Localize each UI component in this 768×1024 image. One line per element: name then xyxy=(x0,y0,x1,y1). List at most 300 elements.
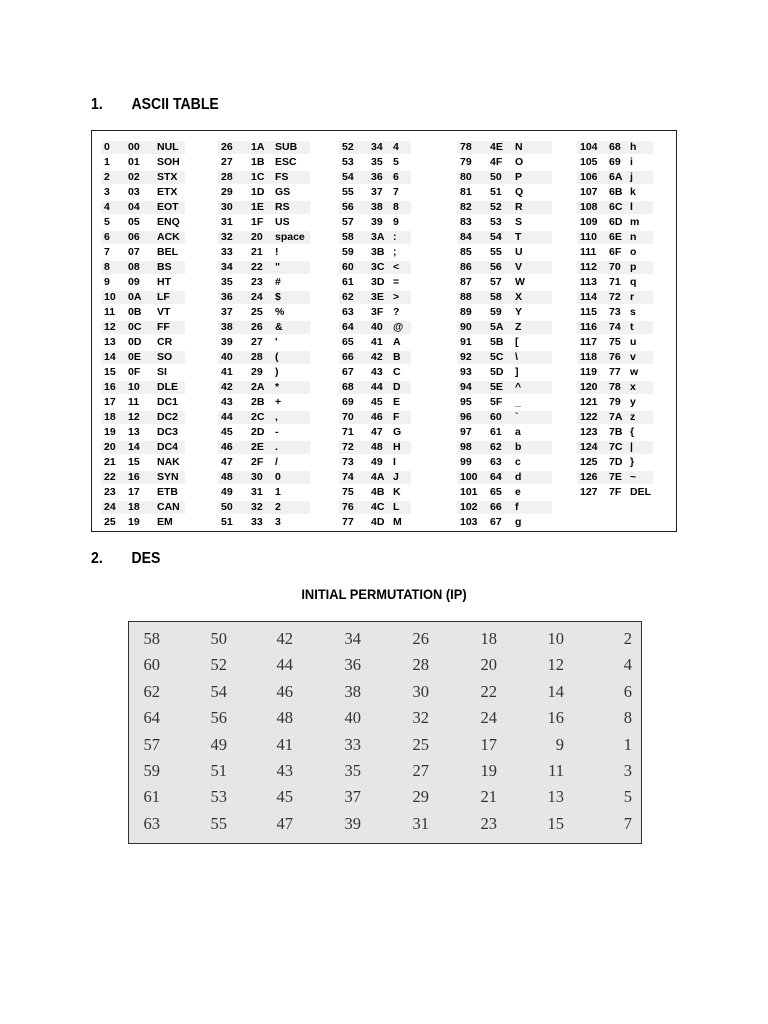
ascii-hex: 7E xyxy=(609,471,622,483)
ascii-char: ENQ xyxy=(157,216,180,228)
ascii-char: j xyxy=(630,171,633,183)
ascii-char: S xyxy=(515,216,523,228)
ascii-dec: 115 xyxy=(580,306,597,318)
ascii-dec: 65 xyxy=(342,336,354,348)
ascii-char: : xyxy=(393,231,397,243)
ascii-hex: 5A xyxy=(490,321,504,333)
ascii-char: s xyxy=(630,306,636,318)
ascii-dec: 8 xyxy=(104,261,110,273)
section-1-title: ASCII TABLE xyxy=(131,96,219,113)
ascii-dec: 20 xyxy=(104,441,116,453)
ascii-dec: 93 xyxy=(460,366,472,378)
ascii-char: B xyxy=(393,351,401,363)
ascii-hex: 67 xyxy=(490,516,502,528)
ascii-dec: 44 xyxy=(221,411,233,423)
ascii-hex: 46 xyxy=(371,411,383,423)
ascii-char: x xyxy=(630,381,636,393)
ascii-char: % xyxy=(275,306,285,318)
ip-cell: 27 xyxy=(412,761,429,780)
ascii-char: / xyxy=(275,456,278,468)
ascii-dec: 24 xyxy=(104,501,116,513)
section-2-heading xyxy=(91,550,160,568)
ascii-hex: 3E xyxy=(371,291,384,303)
ip-cell: 49 xyxy=(210,734,227,754)
ascii-char: v xyxy=(630,351,636,363)
ascii-char: g xyxy=(515,516,522,528)
ascii-char: = xyxy=(393,276,400,288)
ip-cell: 39 xyxy=(344,813,361,833)
ascii-hex: 7F xyxy=(609,486,622,498)
ascii-dec: 16 xyxy=(104,381,116,393)
ip-cell: 1 xyxy=(623,734,632,754)
ascii-hex: 2B xyxy=(251,396,265,408)
ascii-dec: 71 xyxy=(342,426,354,438)
ascii-char: } xyxy=(630,456,635,468)
ascii-char: ( xyxy=(275,351,279,363)
ascii-dec: 48 xyxy=(221,471,233,483)
ascii-char: N xyxy=(515,141,523,153)
ascii-hex: 45 xyxy=(371,396,383,408)
ascii-hex: 43 xyxy=(371,366,383,378)
ip-cell: 58 xyxy=(143,629,160,648)
ascii-hex: 76 xyxy=(609,351,621,363)
ascii-hex: 53 xyxy=(490,216,502,228)
ascii-dec: 78 xyxy=(460,141,472,153)
ascii-hex: 51 xyxy=(490,186,502,198)
ascii-hex: 52 xyxy=(490,201,502,213)
ascii-hex: 4D xyxy=(371,516,385,528)
ascii-char: ESC xyxy=(275,156,297,168)
ascii-hex: 37 xyxy=(371,186,383,198)
ascii-dec: 23 xyxy=(104,486,116,498)
section-2-number: 2. xyxy=(91,550,103,567)
ascii-hex: 2A xyxy=(251,381,265,393)
ascii-dec: 79 xyxy=(460,156,472,168)
ip-cell: 36 xyxy=(344,655,361,675)
ascii-hex: 7A xyxy=(609,411,623,423)
ascii-hex: 3B xyxy=(371,246,385,258)
ascii-char: | xyxy=(630,441,633,453)
ascii-hex: 27 xyxy=(251,336,263,348)
ascii-dec: 27 xyxy=(221,156,233,168)
ascii-hex: 0F xyxy=(128,366,141,378)
ascii-hex: 06 xyxy=(128,231,140,243)
ascii-char: SI xyxy=(157,366,167,378)
ascii-char: space xyxy=(275,231,305,243)
ascii-char: t xyxy=(630,321,634,333)
ascii-dec: 56 xyxy=(342,201,354,213)
ascii-dec: 3 xyxy=(104,186,110,198)
ascii-hex: 09 xyxy=(128,276,140,288)
ascii-char: U xyxy=(515,246,523,258)
ascii-dec: 13 xyxy=(104,336,116,348)
ascii-dec: 120 xyxy=(580,381,598,393)
ascii-dec: 99 xyxy=(460,456,472,468)
ascii-char: E xyxy=(393,396,401,408)
ascii-hex: 24 xyxy=(251,291,263,303)
ascii-dec: 52 xyxy=(342,141,354,153)
ascii-char: ? xyxy=(393,306,400,318)
ascii-dec: 119 xyxy=(580,366,597,378)
ip-cell: 9 xyxy=(555,734,564,754)
ascii-hex: 54 xyxy=(490,231,502,243)
ascii-hex: 56 xyxy=(490,261,502,273)
ascii-char: n xyxy=(630,231,637,243)
ascii-char: STX xyxy=(157,171,178,183)
ascii-dec: 118 xyxy=(580,351,597,363)
ascii-hex: 74 xyxy=(609,321,621,333)
ascii-char: 2 xyxy=(275,501,281,513)
ascii-dec: 77 xyxy=(342,516,354,528)
ascii-dec: 43 xyxy=(221,396,233,408)
ascii-dec: 36 xyxy=(221,291,233,303)
ascii-hex: 5F xyxy=(490,396,503,408)
ascii-char: K xyxy=(393,486,401,498)
ascii-hex: 13 xyxy=(128,426,140,438)
ascii-char: CR xyxy=(157,336,173,348)
ascii-dec: 42 xyxy=(221,381,233,393)
ascii-dec: 70 xyxy=(342,411,354,423)
ascii-hex: 0D xyxy=(128,336,142,348)
ascii-hex: 33 xyxy=(251,516,263,528)
ascii-dec: 19 xyxy=(104,426,116,438)
ip-cell: 54 xyxy=(210,681,227,701)
ascii-char: G xyxy=(393,426,402,438)
ascii-hex: 49 xyxy=(371,456,383,468)
ascii-hex: 11 xyxy=(128,396,140,408)
ascii-dec: 58 xyxy=(342,231,354,243)
ascii-hex: 70 xyxy=(609,261,621,273)
ascii-dec: 74 xyxy=(342,471,354,483)
ascii-dec: 55 xyxy=(342,186,354,198)
ascii-dec: 39 xyxy=(221,336,233,348)
ascii-dec: 60 xyxy=(342,261,354,273)
ascii-hex: 16 xyxy=(128,471,140,483)
ip-cell: 38 xyxy=(344,681,361,701)
ascii-dec: 37 xyxy=(221,306,233,318)
ascii-dec: 113 xyxy=(580,276,597,288)
ascii-dec: 33 xyxy=(221,246,233,258)
ip-cell: 33 xyxy=(344,734,361,754)
ascii-dec: 127 xyxy=(580,486,598,498)
ascii-dec: 106 xyxy=(580,171,598,183)
ascii-dec: 90 xyxy=(460,321,472,333)
ascii-hex: 0E xyxy=(128,351,141,363)
ascii-dec: 87 xyxy=(460,276,472,288)
ascii-dec: 67 xyxy=(342,366,354,378)
ip-cell: 5 xyxy=(623,787,632,807)
ascii-hex: 6C xyxy=(609,201,623,213)
ascii-hex: 05 xyxy=(128,216,140,228)
ip-cell: 20 xyxy=(480,655,497,675)
ascii-dec: 122 xyxy=(580,411,598,423)
ascii-hex: 1F xyxy=(251,216,264,228)
ascii-dec: 34 xyxy=(221,261,233,273)
ascii-hex: 7D xyxy=(609,456,623,468)
ascii-char: DEL xyxy=(630,486,651,498)
ascii-hex: 42 xyxy=(371,351,383,363)
ascii-dec: 123 xyxy=(580,426,598,438)
ascii-char: a xyxy=(515,426,521,438)
ascii-hex: 47 xyxy=(371,426,383,438)
ascii-char: h xyxy=(630,141,637,153)
ascii-char: _ xyxy=(515,396,521,408)
ascii-char: \ xyxy=(515,351,518,363)
ip-cell: 14 xyxy=(547,681,564,701)
ip-cell: 35 xyxy=(344,761,361,780)
ascii-hex: 1E xyxy=(251,201,264,213)
ascii-hex: 36 xyxy=(371,171,383,183)
ascii-dec: 38 xyxy=(221,321,233,333)
ascii-char: R xyxy=(515,201,523,213)
ascii-dec: 97 xyxy=(460,426,472,438)
ascii-dec: 10 xyxy=(104,291,116,303)
ascii-hex: 31 xyxy=(251,486,263,498)
ascii-char: , xyxy=(275,411,278,423)
ascii-dec: 82 xyxy=(460,201,472,213)
ascii-hex: 1C xyxy=(251,171,265,183)
ascii-char: 4 xyxy=(393,141,399,153)
ascii-dec: 26 xyxy=(221,141,233,153)
ascii-dec: 6 xyxy=(104,231,110,243)
ascii-dec: 47 xyxy=(221,456,233,468)
ip-cell: 19 xyxy=(480,761,497,780)
ascii-dec: 126 xyxy=(580,471,598,483)
ascii-char: ACK xyxy=(157,231,180,243)
ascii-hex: 03 xyxy=(128,186,140,198)
ascii-char: m xyxy=(630,216,640,228)
ip-cell: 25 xyxy=(412,734,429,754)
ascii-dec: 45 xyxy=(221,426,233,438)
ascii-char: 5 xyxy=(393,156,399,168)
ascii-char: T xyxy=(515,231,522,243)
ascii-dec: 32 xyxy=(221,231,233,243)
ascii-hex: 71 xyxy=(609,276,621,288)
ip-table xyxy=(128,621,642,844)
ascii-char: z xyxy=(630,411,636,423)
ascii-hex: 75 xyxy=(609,336,621,348)
ip-row xyxy=(129,708,641,734)
ascii-hex: 58 xyxy=(490,291,502,303)
ascii-dec: 124 xyxy=(580,441,598,453)
ascii-char: ' xyxy=(275,336,278,348)
ascii-dec: 51 xyxy=(221,516,233,528)
ascii-char: O xyxy=(515,156,524,168)
ascii-dec: 116 xyxy=(580,321,597,333)
ascii-dec: 49 xyxy=(221,486,233,498)
ip-cell: 31 xyxy=(412,813,429,833)
ascii-char: 7 xyxy=(393,186,399,198)
ascii-char: FF xyxy=(157,321,170,333)
ip-cell: 62 xyxy=(143,681,160,701)
ip-cell: 43 xyxy=(276,761,293,780)
ascii-char: VT xyxy=(157,306,171,318)
ascii-char: ETX xyxy=(157,186,178,198)
ascii-hex: 7B xyxy=(609,426,623,438)
ip-cell: 7 xyxy=(623,813,632,833)
ascii-hex: 38 xyxy=(371,201,383,213)
ascii-dec: 53 xyxy=(342,156,354,168)
ascii-char: NUL xyxy=(157,141,179,153)
ascii-dec: 91 xyxy=(460,336,472,348)
ascii-hex: 5C xyxy=(490,351,504,363)
ascii-hex: 40 xyxy=(371,321,383,333)
ascii-hex: 4A xyxy=(371,471,385,483)
ip-row xyxy=(129,735,641,761)
ascii-dec: 50 xyxy=(221,501,233,513)
ascii-char: p xyxy=(630,261,637,273)
ascii-char: ETB xyxy=(157,486,178,498)
ip-cell: 41 xyxy=(276,734,293,754)
ascii-char: { xyxy=(630,426,635,438)
ascii-hex: 1B xyxy=(251,156,265,168)
ip-cell: 63 xyxy=(143,813,160,833)
ascii-dec: 25 xyxy=(104,516,116,528)
ascii-dec: 11 xyxy=(104,306,116,318)
ascii-dec: 31 xyxy=(221,216,233,228)
ip-cell: 47 xyxy=(276,813,293,833)
ip-row xyxy=(129,682,641,708)
ascii-hex: 6F xyxy=(609,246,622,258)
ascii-dec: 83 xyxy=(460,216,472,228)
ip-cell: 22 xyxy=(480,681,497,701)
ascii-hex: 66 xyxy=(490,501,502,513)
ascii-hex: 04 xyxy=(128,201,140,213)
ascii-dec: 101 xyxy=(460,486,478,498)
ascii-dec: 4 xyxy=(104,201,110,213)
ascii-char: Q xyxy=(515,186,524,198)
ascii-char: HT xyxy=(157,276,171,288)
ascii-char: SYN xyxy=(157,471,179,483)
ip-cell: 56 xyxy=(210,708,227,728)
ascii-hex: 22 xyxy=(251,261,263,273)
ascii-hex: 73 xyxy=(609,306,621,318)
ascii-hex: 34 xyxy=(371,141,383,153)
ascii-hex: 18 xyxy=(128,501,140,513)
ascii-char: GS xyxy=(275,186,291,198)
ascii-char: RS xyxy=(275,201,290,213)
ascii-char: - xyxy=(275,426,279,438)
ascii-dec: 98 xyxy=(460,441,472,453)
ascii-char: # xyxy=(275,276,281,288)
ascii-char: + xyxy=(275,396,282,408)
ascii-char: US xyxy=(275,216,290,228)
ascii-dec: 69 xyxy=(342,396,354,408)
ip-cell: 44 xyxy=(276,655,293,675)
ascii-char: l xyxy=(630,201,633,213)
ascii-char: > xyxy=(393,291,400,303)
ascii-char: DC4 xyxy=(157,441,179,453)
ascii-char: SOH xyxy=(157,156,180,168)
ascii-hex: 32 xyxy=(251,501,263,513)
ip-cell: 30 xyxy=(412,681,429,701)
ascii-dec: 112 xyxy=(580,261,597,273)
ascii-hex: 4E xyxy=(490,141,503,153)
ascii-hex: 6A xyxy=(609,171,623,183)
ascii-dec: 105 xyxy=(580,156,598,168)
ascii-hex: 20 xyxy=(251,231,263,243)
ascii-hex: 5D xyxy=(490,366,504,378)
ascii-hex: 19 xyxy=(128,516,140,528)
ascii-char: w xyxy=(630,366,639,378)
ascii-dec: 104 xyxy=(580,141,598,153)
ascii-char: DC3 xyxy=(157,426,179,438)
ascii-hex: 3A xyxy=(371,231,385,243)
ascii-char: [ xyxy=(515,336,519,348)
ascii-hex: 55 xyxy=(490,246,502,258)
ascii-dec: 63 xyxy=(342,306,354,318)
ascii-char: ` xyxy=(515,411,519,423)
ascii-dec: 108 xyxy=(580,201,598,213)
ascii-dec: 28 xyxy=(221,171,233,183)
ip-cell: 24 xyxy=(480,708,497,728)
ascii-hex: 6E xyxy=(609,231,622,243)
ascii-hex: 3D xyxy=(371,276,385,288)
ip-cell: 13 xyxy=(547,787,564,807)
ip-cell: 10 xyxy=(547,629,564,648)
ascii-dec: 72 xyxy=(342,441,354,453)
ascii-char: 9 xyxy=(393,216,399,228)
section-1-heading xyxy=(91,96,219,114)
ascii-char: 6 xyxy=(393,171,399,183)
ascii-hex: 02 xyxy=(128,171,140,183)
ascii-dec: 59 xyxy=(342,246,354,258)
ascii-hex: 60 xyxy=(490,411,502,423)
ascii-hex: 5E xyxy=(490,381,503,393)
ascii-char: i xyxy=(630,156,633,168)
ascii-hex: 6D xyxy=(609,216,623,228)
ip-row xyxy=(129,787,641,813)
ascii-hex: 4C xyxy=(371,501,385,513)
ascii-char: Z xyxy=(515,321,522,333)
ascii-char: LF xyxy=(157,291,170,303)
ascii-hex: 25 xyxy=(251,306,263,318)
ascii-char: ^ xyxy=(515,381,522,393)
ascii-dec: 86 xyxy=(460,261,472,273)
ascii-dec: 80 xyxy=(460,171,472,183)
ip-cell: 64 xyxy=(143,708,160,728)
ascii-hex: 69 xyxy=(609,156,621,168)
ip-cell: 34 xyxy=(344,629,361,648)
ascii-char: ) xyxy=(275,366,279,378)
ascii-dec: 18 xyxy=(104,411,116,423)
ascii-hex: 26 xyxy=(251,321,263,333)
ascii-dec: 95 xyxy=(460,396,472,408)
ascii-char: d xyxy=(515,471,522,483)
ip-cell: 29 xyxy=(412,787,429,807)
ascii-dec: 103 xyxy=(460,516,478,528)
ascii-char: DC1 xyxy=(157,396,179,408)
ascii-char: 0 xyxy=(275,471,281,483)
ascii-char: o xyxy=(630,246,637,258)
ascii-hex: 77 xyxy=(609,366,621,378)
ascii-char: BS xyxy=(157,261,172,273)
ascii-char: W xyxy=(515,276,525,288)
ascii-hex: 0A xyxy=(128,291,142,303)
ascii-char: F xyxy=(393,411,400,423)
section-2-title: DES xyxy=(131,550,161,567)
ascii-dec: 81 xyxy=(460,186,472,198)
ascii-hex: 72 xyxy=(609,291,621,303)
section-1-number: 1. xyxy=(91,96,103,113)
ascii-hex: 10 xyxy=(128,381,140,393)
ip-cell: 52 xyxy=(210,655,227,675)
ascii-dec: 29 xyxy=(221,186,233,198)
ip-cell: 46 xyxy=(276,681,293,701)
ascii-char: ] xyxy=(515,366,519,378)
ascii-dec: 0 xyxy=(104,141,110,153)
ascii-dec: 12 xyxy=(104,321,116,333)
